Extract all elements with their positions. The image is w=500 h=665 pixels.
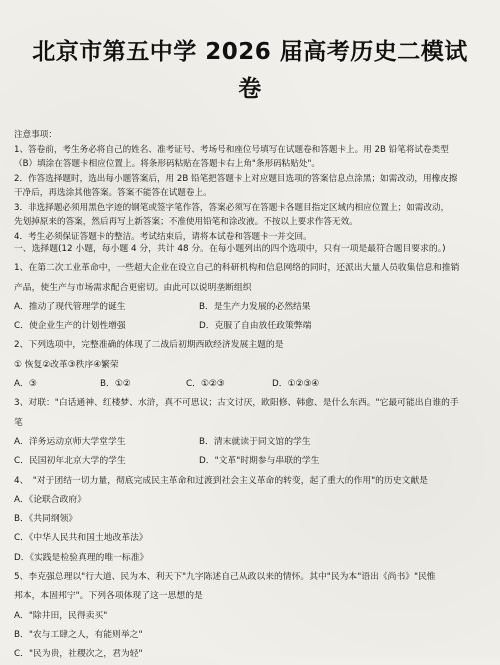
question-3-stem: 3、对联："白话通神、红楼梦、水浒，真不可思议；古文讨厌，欧阳修、韩愈、是什么东西。"它最可能出自谁的手: [14, 398, 459, 409]
question-1-option-d: D．克服了自由放任政策弊端: [199, 321, 312, 332]
question-2-option-b: B．①②: [100, 379, 131, 390]
question-3-options-row2: [14, 452, 488, 471]
question-4-option-a: A．《论联合政府》: [14, 494, 86, 505]
notes-heading: 注意事项：: [14, 130, 57, 140]
exam-title: [20, 34, 480, 108]
question-2-options: [14, 375, 488, 394]
exam-title-line1: 北京市第五中学 2026 届高考历史二模试: [32, 39, 468, 65]
question-2-items: ① 恢复②改革③秩序④繁荣: [14, 359, 119, 370]
question-4-stem: 4、 "对于团结一切力量，彻底完成民主革命和过渡到社会主义革命的转变，起了重大的作用"的历史文献是: [14, 475, 428, 486]
question-3-option-c: C．民国初年北京大学的学生: [14, 456, 126, 467]
section-heading: 一、选择题(12 小题，每小题 4 分，共计 48 分。在每小题列出的四个选项中，只有一项是最符合题目要求的。): [14, 244, 446, 254]
notes-line: 4．考生必须保证答题卡的整洁。考试结束后，请将本试卷和答题卡一并交回。: [14, 231, 312, 242]
notes-line: （B）填涂在答题卡相应位置上。将条形码粘贴在答题卡右上角"条形码粘贴处"。: [14, 159, 320, 169]
question-2-option-a: A．③: [14, 379, 37, 390]
question-1-option-c: C．使企业生产的计划性增强: [14, 321, 126, 332]
question-4-option-c: C．《中华人民共和国土地改革法》: [14, 533, 148, 544]
exam-notes: [14, 128, 488, 244]
question-1-option-a: A．推动了现代管理学的诞生: [14, 301, 126, 312]
question-3-options-row1: [14, 433, 488, 452]
question-3-option-a: A．洋务运动京师大学堂学生: [14, 436, 126, 447]
notes-line: 干净后，再选涂其他答案。答案不能答在试题卷上。: [14, 188, 212, 198]
notes-line: 1、答卷前，考生务必将自己的姓名、准考证号、考场号和座位号填写在试题卷和答题卡上。用 2B 铅笔将试卷类型: [14, 144, 449, 155]
question-2-option-d: D．①②③④: [272, 379, 320, 390]
question-5-option-c: C．"民为贵，社稷次之，君为轻": [14, 649, 143, 660]
question-1-stem: 1、在第二次工业革命中，一些超大企业在设立自己的科研机构和信息网络的同时，还派出大量人员收集信息和推销: [14, 263, 460, 274]
question-5-option-a: A．"除井田，民得卖买": [14, 610, 108, 621]
question-3-option-d: D．"文革"时期参与串联的学生: [199, 456, 320, 467]
question-3-stem-cont: 笔: [14, 417, 23, 428]
question-1-stem-cont: 产品，使生产与市场需求配合更密切。由此可以说明垄断组织: [14, 282, 252, 293]
question-2-stem: 2、下列选项中，完整准确的体现了二战后初期西欧经济发展主题的是: [14, 340, 284, 351]
notes-line: 先划掉原来的答案，然后再写上新答案；不准使用铅笔和涂改液。不按以上要求作答无效。: [14, 217, 358, 227]
question-5-stem-cont: 邦本，本固邦宁"。下列各项体现了这一思想的是: [14, 591, 203, 602]
question-3-option-b: B．清末就读于同文馆的学生: [199, 436, 311, 447]
question-5-option-b: B．"农与工肆之人，有能则举之": [14, 629, 143, 640]
question-1-options-row2: [14, 317, 488, 336]
question-4-option-d: D．《实践是检验真理的唯一标准》: [14, 552, 149, 563]
question-5-stem: 5、李克强总理以"行大道、民为本、利天下"九字陈述自己从政以来的情怀。其中"民为本"语出《尚书》"民惟: [14, 572, 436, 583]
exam-title-line2: 卷: [238, 76, 262, 102]
question-list: [14, 240, 488, 665]
question-1-options-row1: [14, 298, 488, 317]
notes-line: 3．非选择题必须用黑色字迹的钢笔或签字笔作答，答案必须写在答题卡各题目指定区域内相应位置上；如需改动，: [14, 202, 450, 213]
notes-line: 2．作答选择题时，选出每小题答案后，用 2B 铅笔把答题卡上对应题目选项的答案信息点涂黑；如需改动，用橡皮擦: [14, 173, 458, 184]
question-2-option-c: C．①②③: [186, 379, 225, 390]
question-4-option-b: B．《共同纲领》: [14, 514, 78, 525]
question-1-option-b: B．是生产力发展的必然结果: [199, 301, 311, 312]
